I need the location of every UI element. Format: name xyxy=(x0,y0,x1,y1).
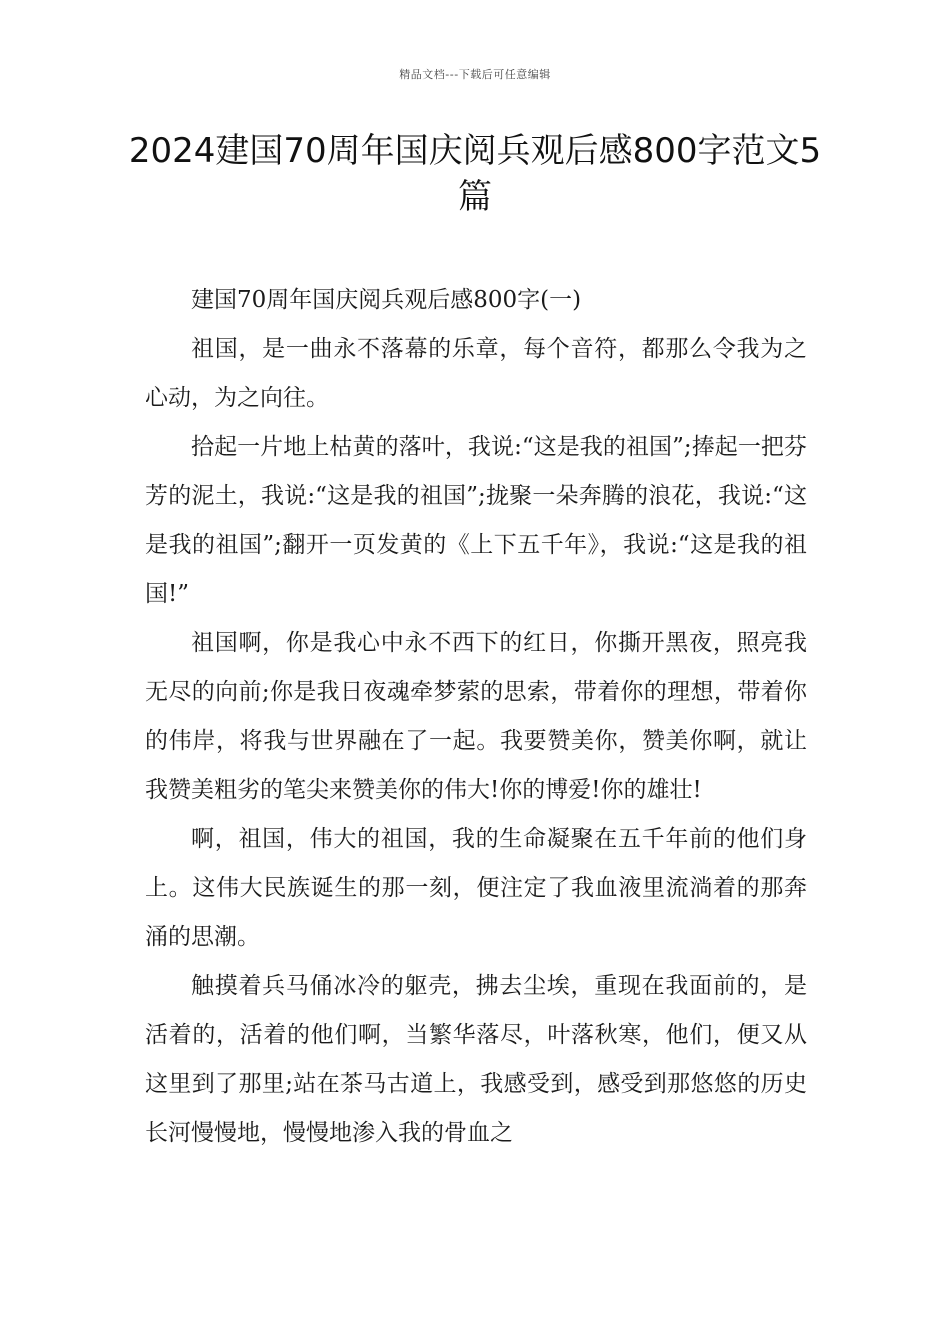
paragraph: 啊，祖国，伟大的祖国，我的生命凝聚在五千年前的他们身上。这伟大民族诞生的那一刻，便注定了我血液里流淌着的那奔涌的思潮。 xyxy=(145,826,807,950)
paragraph: 祖国，是一曲永不落幕的乐章，每个音符，都那么令我为之心动，为之向往。 xyxy=(145,336,807,411)
paragraph: 祖国啊，你是我心中永不西下的红日，你撕开黑夜，照亮我无尽的向前;你是我日夜魂牵梦萦的思索，带着你的理想，带着你的伟岸，将我与世界融在了一起。我要赞美你，赞美你啊，就让我赞美粗劣的笔尖来赞美你的伟大!你的博爱!你的雄壮! xyxy=(145,630,807,803)
paragraph: 拾起一片地上枯黄的落叶，我说:“这是我的祖国”;捧起一把芬芳的泥土，我说:“这是我的祖国”;拢聚一朵奔腾的浪花，我说:“这是我的祖国”;翻开一页发黄的《上下五千年》，我说:“这是我的祖国!” xyxy=(145,434,807,607)
header-note: 精品文档---下载后可任意编辑 xyxy=(399,68,551,81)
document-body xyxy=(145,276,807,1158)
section-heading: 建国70周年国庆阅兵观后感800字(一) xyxy=(191,287,582,313)
paragraph: 触摸着兵马俑冰冷的躯壳，拂去尘埃，重现在我面前的，是活着的，活着的他们啊，当繁华落尽，叶落秋寒，他们，便又从这里到了那里;站在茶马古道上，我感受到，感受到那悠悠的历史长河慢慢地，慢慢地渗入我的骨血之 xyxy=(145,973,807,1146)
document-title: 2024建国70周年国庆阅兵观后感800字范文5篇 xyxy=(128,131,822,217)
